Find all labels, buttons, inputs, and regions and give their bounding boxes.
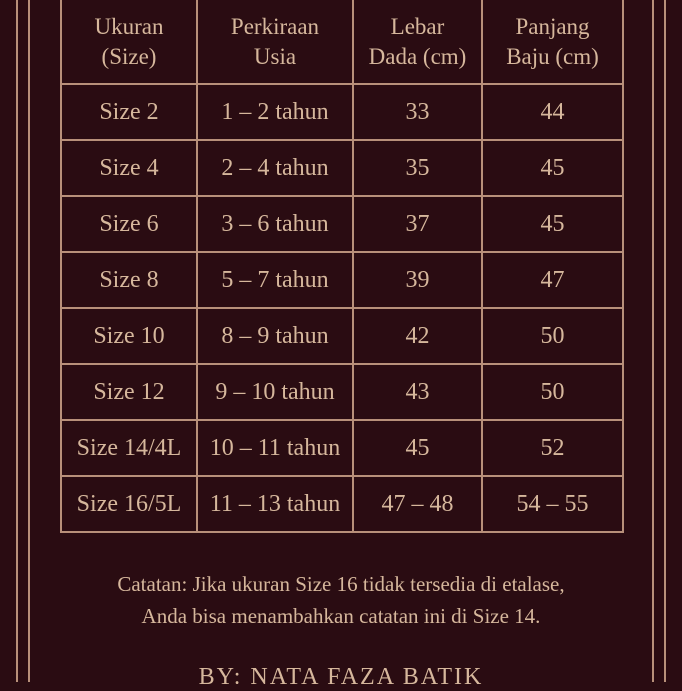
header-length: Panjang Baju (cm) <box>482 0 623 84</box>
note-line-1: Catatan: Jika ukuran Size 16 tidak tersedia di etalase, <box>117 572 565 596</box>
cell-length: 44 <box>482 84 623 140</box>
cell-size: Size 12 <box>61 364 197 420</box>
table-row <box>61 364 623 420</box>
cell-age: 8 – 9 tahun <box>197 308 353 364</box>
cell-chest: 33 <box>353 84 482 140</box>
header-chest-width: Lebar Dada (cm) <box>353 0 482 84</box>
note-text <box>0 568 682 632</box>
header-age: Perkiraan Usia <box>197 0 353 84</box>
cell-age: 5 – 7 tahun <box>197 252 353 308</box>
cell-age: 11 – 13 tahun <box>197 476 353 532</box>
cell-chest: 42 <box>353 308 482 364</box>
cell-chest: 37 <box>353 196 482 252</box>
table-row <box>61 476 623 532</box>
cell-chest: 39 <box>353 252 482 308</box>
table-row <box>61 420 623 476</box>
table-row <box>61 196 623 252</box>
cell-age: 9 – 10 tahun <box>197 364 353 420</box>
cell-size: Size 4 <box>61 140 197 196</box>
header-row <box>61 0 623 84</box>
cell-chest: 43 <box>353 364 482 420</box>
cell-age: 10 – 11 tahun <box>197 420 353 476</box>
cell-chest: 35 <box>353 140 482 196</box>
cell-length: 47 <box>482 252 623 308</box>
table-row <box>61 84 623 140</box>
cell-size: Size 10 <box>61 308 197 364</box>
cell-size: Size 6 <box>61 196 197 252</box>
table-row <box>61 308 623 364</box>
cell-length: 50 <box>482 364 623 420</box>
cell-size: Size 2 <box>61 84 197 140</box>
header-size: Ukuran (Size) <box>61 0 197 84</box>
table-row <box>61 252 623 308</box>
brand-footer: BY: NATA FAZA BATIK <box>198 664 484 690</box>
cell-size: Size 16/5L <box>61 476 197 532</box>
table-row <box>61 140 623 196</box>
cell-chest: 47 – 48 <box>353 476 482 532</box>
cell-length: 50 <box>482 308 623 364</box>
cell-length: 54 – 55 <box>482 476 623 532</box>
cell-length: 52 <box>482 420 623 476</box>
size-chart <box>60 0 622 533</box>
note-line-2: Anda bisa menambahkan catatan ini di Size 14. <box>141 604 541 628</box>
cell-age: 1 – 2 tahun <box>197 84 353 140</box>
cell-size: Size 14/4L <box>61 420 197 476</box>
cell-size: Size 8 <box>61 252 197 308</box>
cell-length: 45 <box>482 196 623 252</box>
cell-age: 3 – 6 tahun <box>197 196 353 252</box>
cell-age: 2 – 4 tahun <box>197 140 353 196</box>
size-table <box>60 0 624 533</box>
cell-chest: 45 <box>353 420 482 476</box>
cell-length: 45 <box>482 140 623 196</box>
